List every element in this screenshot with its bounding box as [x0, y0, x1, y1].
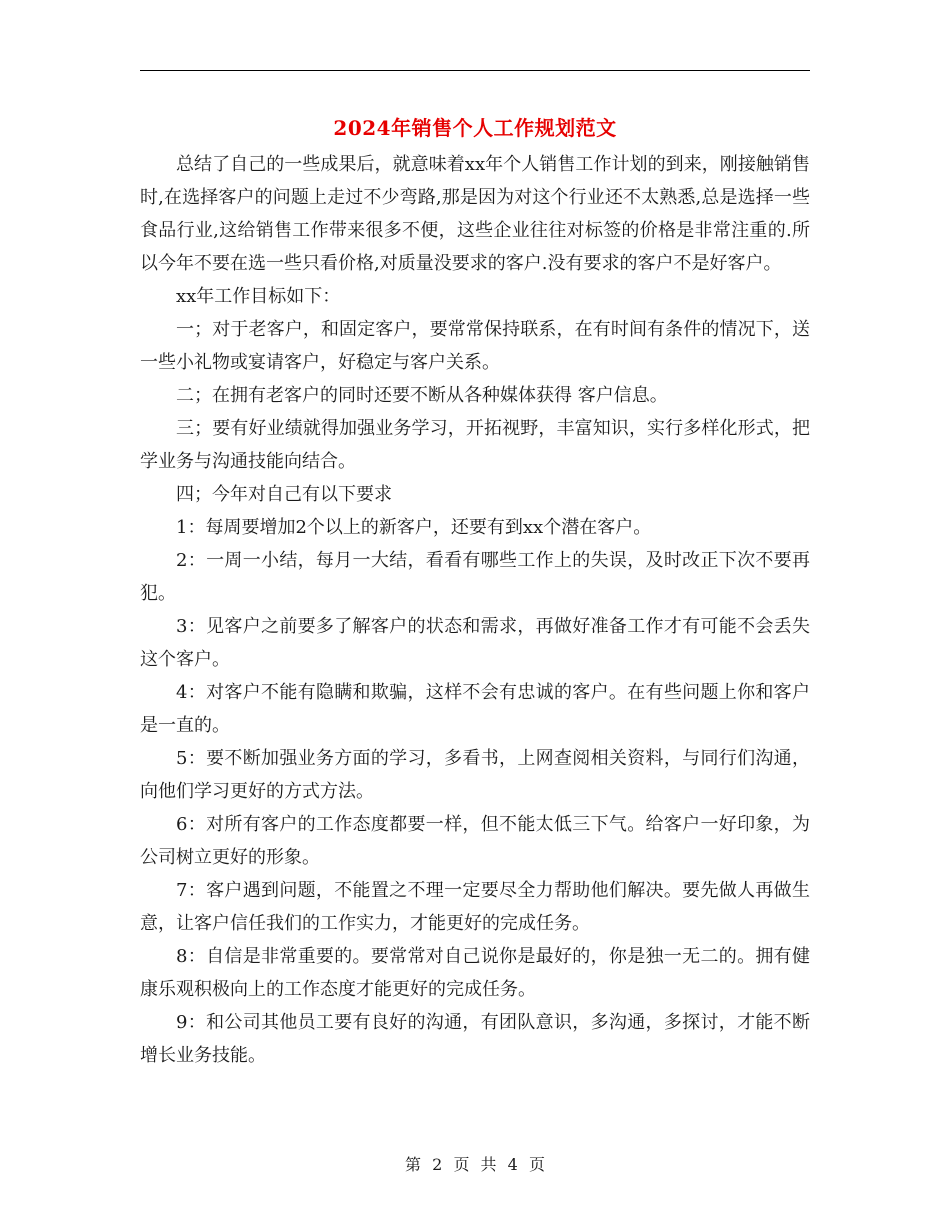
document-body — [140, 148, 810, 1072]
paragraph-requirement-5: 5：要不断加强业务方面的学习，多看书，上网查阅相关资料，与同行们沟通，向他们学习更好的方式方法。 — [140, 748, 810, 802]
paragraph-goals-heading: xx年工作目标如下： — [176, 286, 341, 307]
paragraph-requirement-7: 7：客户遇到问题，不能置之不理一定要尽全力帮助他们解决。要先做人再做生意，让客户信任我们的工作实力，才能更好的完成任务。 — [140, 880, 810, 934]
page-label-suffix: 页 — [528, 1155, 545, 1174]
document-title: 2024年销售个人工作规划范文 — [333, 116, 617, 140]
paragraph-intro: 总结了自己的一些成果后，就意味着xx年个人销售工作计划的到来，刚接触销售时,在选择客户的问题上走过不少弯路,那是因为对这个行业还不太熟悉,总是选择一些食品行业,这给销售工作带来很多不便，这些企业往往对标签的价格是非常注重的.所以今年不要在选一些只看价格,对质量没要求的客户.没有要求的客户不是好客户。 — [140, 154, 810, 274]
page-footer — [0, 1152, 950, 1175]
paragraph-requirement-2: 2：一周一小结，每月一大结，看看有哪些工作上的失误，及时改正下次不要再犯。 — [140, 550, 810, 604]
total-label-prefix: 共 — [480, 1155, 497, 1174]
paragraph-requirement-6: 6：对所有客户的工作态度都要一样，但不能太低三下气。给客户一好印象，为公司树立更好的形象。 — [140, 814, 810, 868]
paragraph-requirement-8: 8：自信是非常重要的。要常常对自己说你是最好的，你是独一无二的。拥有健康乐观积极向上的工作态度才能更好的完成任务。 — [140, 946, 810, 1000]
paragraph-goal-1: 一；对于老客户，和固定客户，要常常保持联系，在有时间有条件的情况下，送一些小礼物或宴请客户，好稳定与客户关系。 — [140, 319, 810, 373]
paragraph-goal-3: 三；要有好业绩就得加强业务学习，开拓视野，丰富知识，实行多样化形式，把学业务与沟通技能向结合。 — [140, 418, 810, 472]
current-page-number: 2 — [432, 1155, 443, 1174]
page-label-mid: 页 — [453, 1155, 470, 1174]
paragraph-requirement-4: 4：对客户不能有隐瞒和欺骗，这样不会有忠诚的客户。在有些问题上你和客户是一直的。 — [140, 682, 810, 736]
header-rule — [140, 70, 810, 71]
paragraph-goal-2: 二；在拥有老客户的同时还要不断从各种媒体获得 客户信息。 — [176, 385, 668, 406]
paragraph-requirement-3: 3：见客户之前要多了解客户的状态和需求，再做好准备工作才有可能不会丢失这个客户。 — [140, 616, 810, 670]
paragraph-requirement-1: 1：每周要增加2个以上的新客户，还要有到xx个潜在客户。 — [176, 517, 652, 538]
total-page-number: 4 — [507, 1155, 518, 1174]
paragraph-requirement-9: 9：和公司其他员工要有良好的沟通，有团队意识，多沟通，多探讨，才能不断增长业务技能。 — [140, 1012, 810, 1066]
paragraph-goal-4: 四；今年对自己有以下要求 — [176, 484, 392, 505]
page-label-prefix: 第 — [405, 1155, 422, 1174]
